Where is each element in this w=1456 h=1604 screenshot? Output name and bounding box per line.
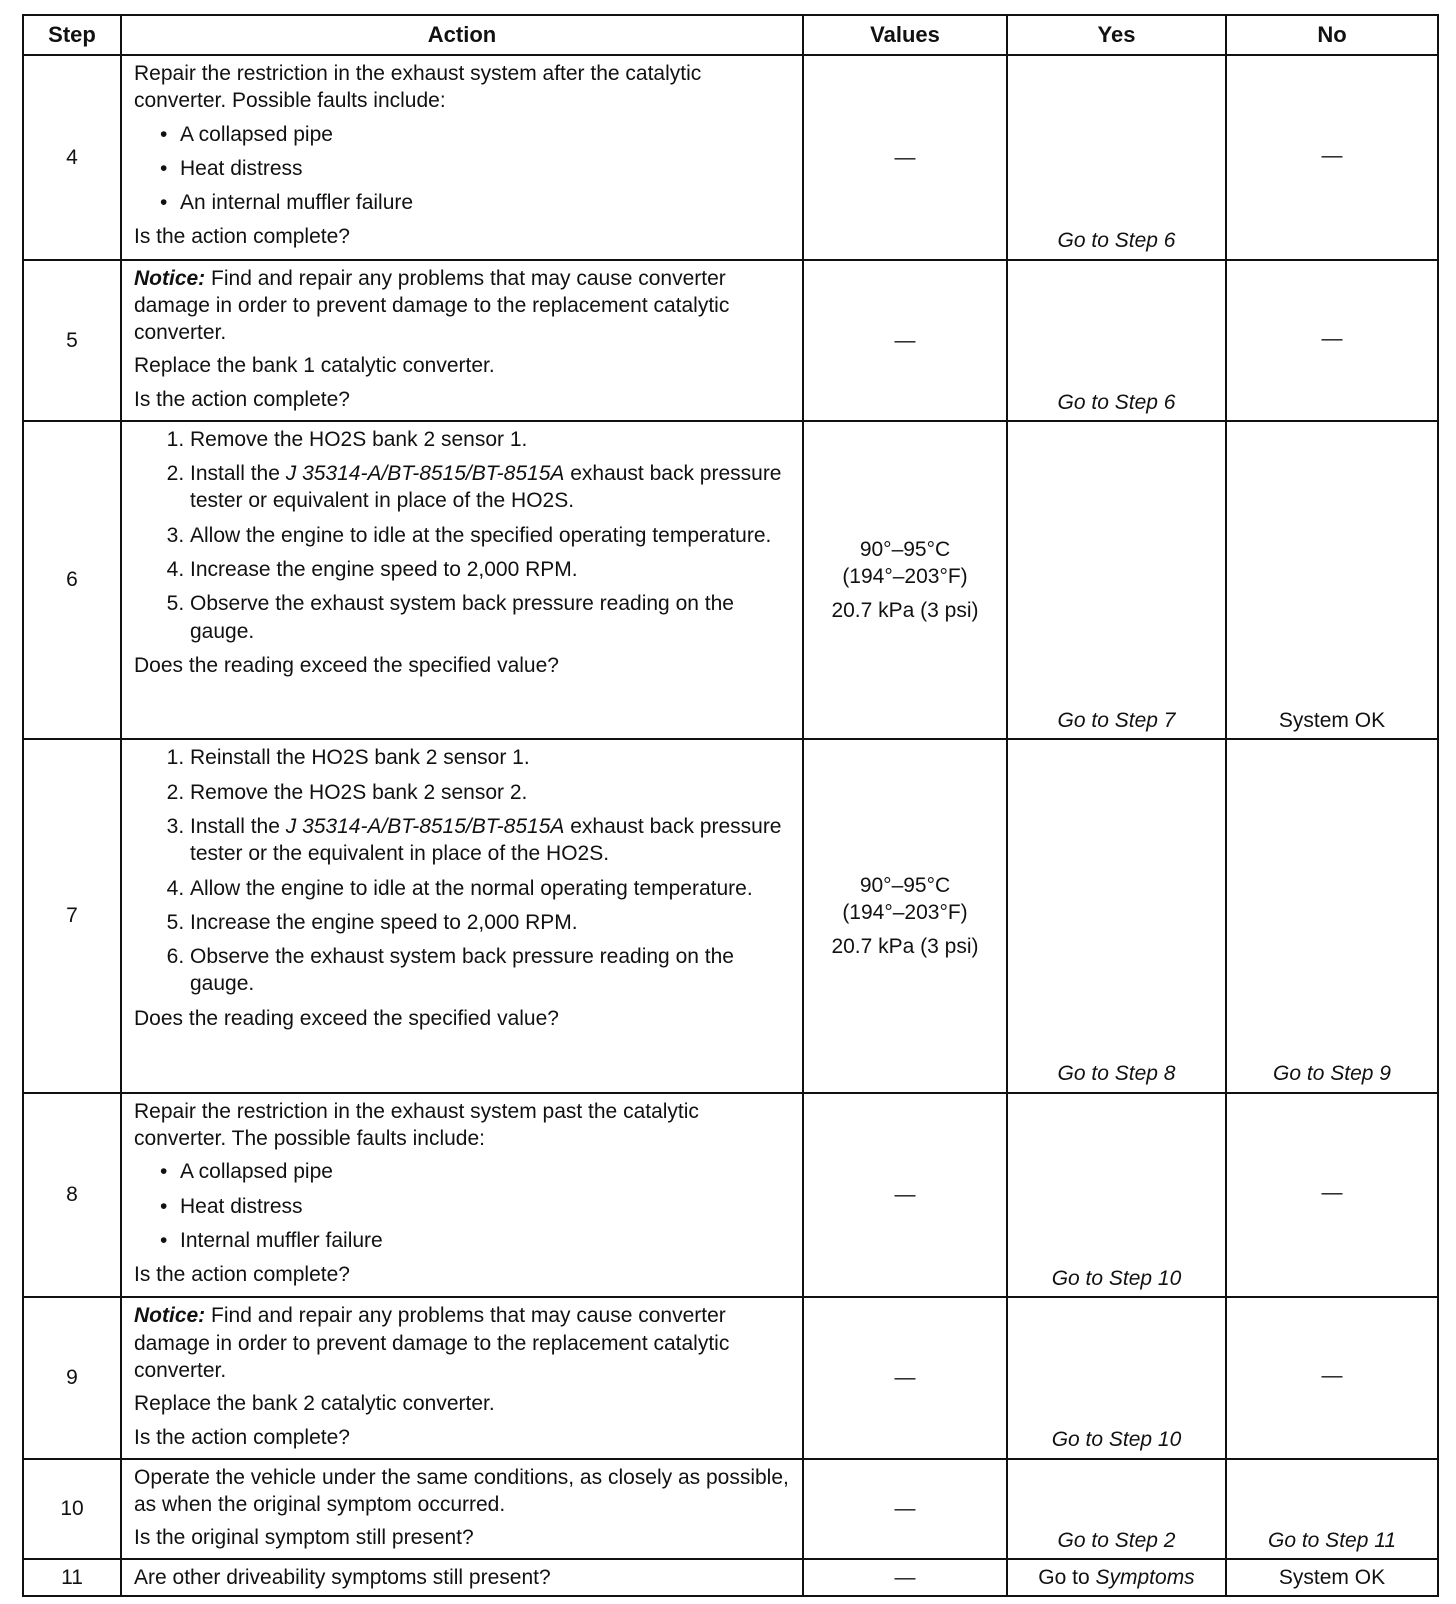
step-number: 7 <box>23 739 121 1092</box>
action-question: Is the action complete? <box>134 387 350 411</box>
no-cell: — <box>1226 1297 1438 1458</box>
table-row <box>23 55 1438 260</box>
yes-link[interactable]: Go to Step 6 <box>1007 260 1226 421</box>
action-question: Is the original symptom still present? <box>134 1526 474 1550</box>
tool-number: J 35314-A/BT-8515/BT-8515A <box>285 814 565 838</box>
action-question: Is the action complete? <box>134 1425 350 1449</box>
values-cell <box>803 421 1007 739</box>
step-number: 5 <box>23 260 121 421</box>
action-intro: Repair the restriction in the exhaust system past the catalytic converter. The possible faults include: <box>134 1099 699 1150</box>
procedure-list <box>134 426 792 645</box>
fault-bullet: • A collapsed pipe <box>134 121 792 148</box>
table-row <box>23 1559 1438 1596</box>
values-cell: — <box>803 260 1007 421</box>
action-instruction: Replace the bank 1 catalytic converter. <box>134 354 495 378</box>
step-number: 4 <box>23 55 121 260</box>
no-cell: — <box>1226 1093 1438 1298</box>
no-link[interactable]: Go to Step 11 <box>1226 1459 1438 1559</box>
procedure-step: 1. Reinstall the HO2S bank 2 sensor 1. <box>190 744 792 771</box>
yes-link[interactable]: Go to Step 7 <box>1007 421 1226 739</box>
yes-link[interactable]: Go to Step 10 <box>1007 1297 1226 1458</box>
procedure-step: 2. Remove the HO2S bank 2 sensor 2. <box>190 779 792 806</box>
notice-paragraph <box>134 1302 792 1384</box>
fault-bullet: • Heat distress <box>134 155 792 182</box>
procedure-step: 5. Observe the exhaust system back pressure reading on the gauge. <box>190 590 792 645</box>
action-cell <box>121 55 803 260</box>
header-values: Values <box>803 15 1007 55</box>
procedure-step: 2. Install the J 35314-A/BT-8515/BT-8515A exhaust back pressure tester or equivalent in place of the HO2S. <box>190 460 792 515</box>
yes-link[interactable]: Go to Symptoms <box>1007 1559 1226 1596</box>
table-row <box>23 739 1438 1092</box>
table-row <box>23 260 1438 421</box>
action-cell <box>121 739 803 1092</box>
header-action: Action <box>121 15 803 55</box>
temperature-fahrenheit: (194°–203°F) <box>842 565 968 589</box>
yes-link[interactable]: Go to Step 10 <box>1007 1093 1226 1298</box>
temperature-celsius: 90°–95°C <box>859 538 951 562</box>
notice-paragraph <box>134 265 792 347</box>
action-cell <box>121 1559 803 1596</box>
action-cell <box>121 260 803 421</box>
fault-bullet: • Heat distress <box>134 1193 792 1220</box>
no-result: System OK <box>1226 421 1438 739</box>
action-cell <box>121 1297 803 1458</box>
yes-link[interactable]: Go to Step 6 <box>1007 55 1226 260</box>
table-row <box>23 1093 1438 1298</box>
action-cell <box>121 1093 803 1298</box>
notice-text: Find and repair any problems that may cause converter damage in order to prevent damage to the replacement catalytic converter. <box>134 266 730 345</box>
yes-link[interactable]: Go to Step 8 <box>1007 739 1226 1092</box>
temperature-celsius: 90°–95°C <box>859 874 951 898</box>
action-intro: Operate the vehicle under the same conditions, as closely as possible, as when the original symptom occurred. <box>134 1465 789 1517</box>
no-link[interactable]: Go to Step 9 <box>1226 739 1438 1092</box>
no-cell: — <box>1226 55 1438 260</box>
procedure-step: 4. Allow the engine to idle at the normal operating temperature. <box>190 875 792 902</box>
step-number: 10 <box>23 1459 121 1559</box>
tool-number: J 35314-A/BT-8515/BT-8515A <box>285 462 565 486</box>
action-question: Is the action complete? <box>134 1263 350 1287</box>
fault-bullet: • A collapsed pipe <box>134 1158 792 1185</box>
header-yes: Yes <box>1007 15 1226 55</box>
notice-label: Notice: <box>134 266 206 290</box>
action-question: Does the reading exceed the specified value? <box>134 653 559 677</box>
fault-bullet: • An internal muffler failure <box>134 189 792 216</box>
action-question: Does the reading exceed the specified value? <box>134 1006 559 1030</box>
procedure-step: 5. Increase the engine speed to 2,000 RPM. <box>190 909 792 936</box>
procedure-step: 3. Install the J 35314-A/BT-8515/BT-8515A exhaust back pressure tester or the equivalent in place of the HO2S. <box>190 813 792 868</box>
yes-link[interactable]: Go to Step 2 <box>1007 1459 1226 1559</box>
procedure-step: 3. Allow the engine to idle at the specified operating temperature. <box>190 522 792 549</box>
step-number: 9 <box>23 1297 121 1458</box>
diagnostic-table <box>22 14 1439 1597</box>
no-result: System OK <box>1226 1559 1438 1596</box>
table-row <box>23 1459 1438 1559</box>
procedure-step: 1. Remove the HO2S bank 2 sensor 1. <box>190 426 792 453</box>
action-intro: Repair the restriction in the exhaust system after the catalytic converter. Possible faults include: <box>134 62 702 113</box>
procedure-list <box>134 744 792 997</box>
values-cell: — <box>803 1559 1007 1596</box>
temperature-fahrenheit: (194°–203°F) <box>842 901 968 925</box>
step-number: 11 <box>23 1559 121 1596</box>
action-cell <box>121 1459 803 1559</box>
values-cell: — <box>803 55 1007 260</box>
step-number: 6 <box>23 421 121 739</box>
values-cell: — <box>803 1459 1007 1559</box>
values-cell: — <box>803 1297 1007 1458</box>
header-step: Step <box>23 15 121 55</box>
symptoms-link[interactable]: Symptoms <box>1095 1565 1195 1589</box>
no-cell: — <box>1226 260 1438 421</box>
notice-label: Notice: <box>134 1304 206 1328</box>
pressure-value: 20.7 kPa (3 psi) <box>831 598 979 622</box>
table-row <box>23 421 1438 739</box>
table-row <box>23 1297 1438 1458</box>
action-question: Are other driveability symptoms still present? <box>134 1565 551 1589</box>
action-instruction: Replace the bank 2 catalytic converter. <box>134 1392 495 1416</box>
action-question: Is the action complete? <box>134 225 350 249</box>
fault-bullet: • Internal muffler failure <box>134 1227 792 1254</box>
values-cell <box>803 739 1007 1092</box>
header-no: No <box>1226 15 1438 55</box>
header-row <box>23 15 1438 55</box>
procedure-step: 6. Observe the exhaust system back pressure reading on the gauge. <box>190 943 792 998</box>
action-cell <box>121 421 803 739</box>
step-number: 8 <box>23 1093 121 1298</box>
pressure-value: 20.7 kPa (3 psi) <box>831 934 979 958</box>
values-cell: — <box>803 1093 1007 1298</box>
notice-text: Find and repair any problems that may cause converter damage in order to prevent damage to the replacement catalytic converter. <box>134 1304 730 1383</box>
procedure-step: 4. Increase the engine speed to 2,000 RPM. <box>190 556 792 583</box>
